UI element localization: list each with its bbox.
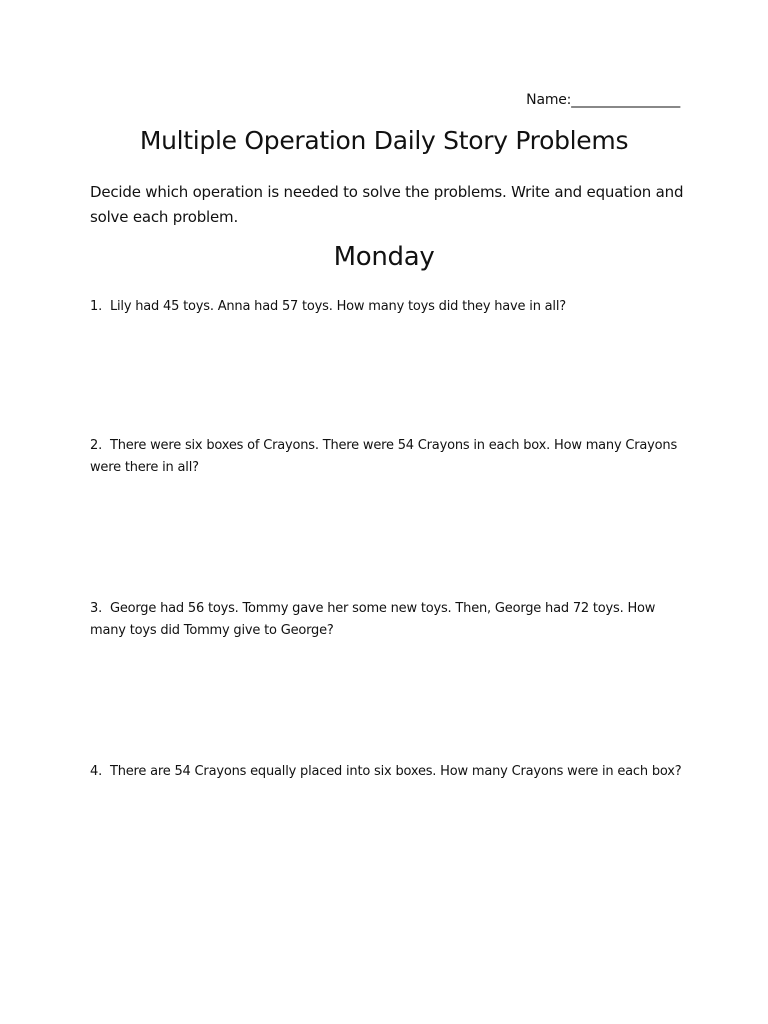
problem-number: 1. bbox=[90, 299, 103, 314]
page-title: Multiple Operation Daily Story Problems bbox=[139, 126, 629, 155]
name-field-label: Name:________________ bbox=[526, 92, 680, 108]
instructions-text: Decide which operation is needed to solve the problems. Write and equation and solve each problem. bbox=[90, 183, 684, 226]
problem-4 bbox=[90, 761, 690, 783]
day-heading: Monday bbox=[333, 242, 435, 272]
problem-number: 3. bbox=[90, 601, 103, 616]
problem-3 bbox=[90, 598, 690, 642]
problem-number: 4. bbox=[90, 764, 103, 779]
problem-text: George had 56 toys. Tommy gave her some new toys. Then, George had 72 toys. How many toys did Tommy give to George? bbox=[90, 601, 656, 638]
problem-number: 2. bbox=[90, 438, 103, 453]
problem-text: There were six boxes of Crayons. There were 54 Crayons in each box. How many Crayons were there in all? bbox=[90, 438, 678, 475]
problem-1 bbox=[90, 296, 690, 318]
problem-text: Lily had 45 toys. Anna had 57 toys. How many toys did they have in all? bbox=[109, 299, 566, 314]
problem-text: There are 54 Crayons equally placed into six boxes. How many Crayons were in each box? bbox=[109, 764, 682, 779]
problem-2 bbox=[90, 435, 690, 479]
